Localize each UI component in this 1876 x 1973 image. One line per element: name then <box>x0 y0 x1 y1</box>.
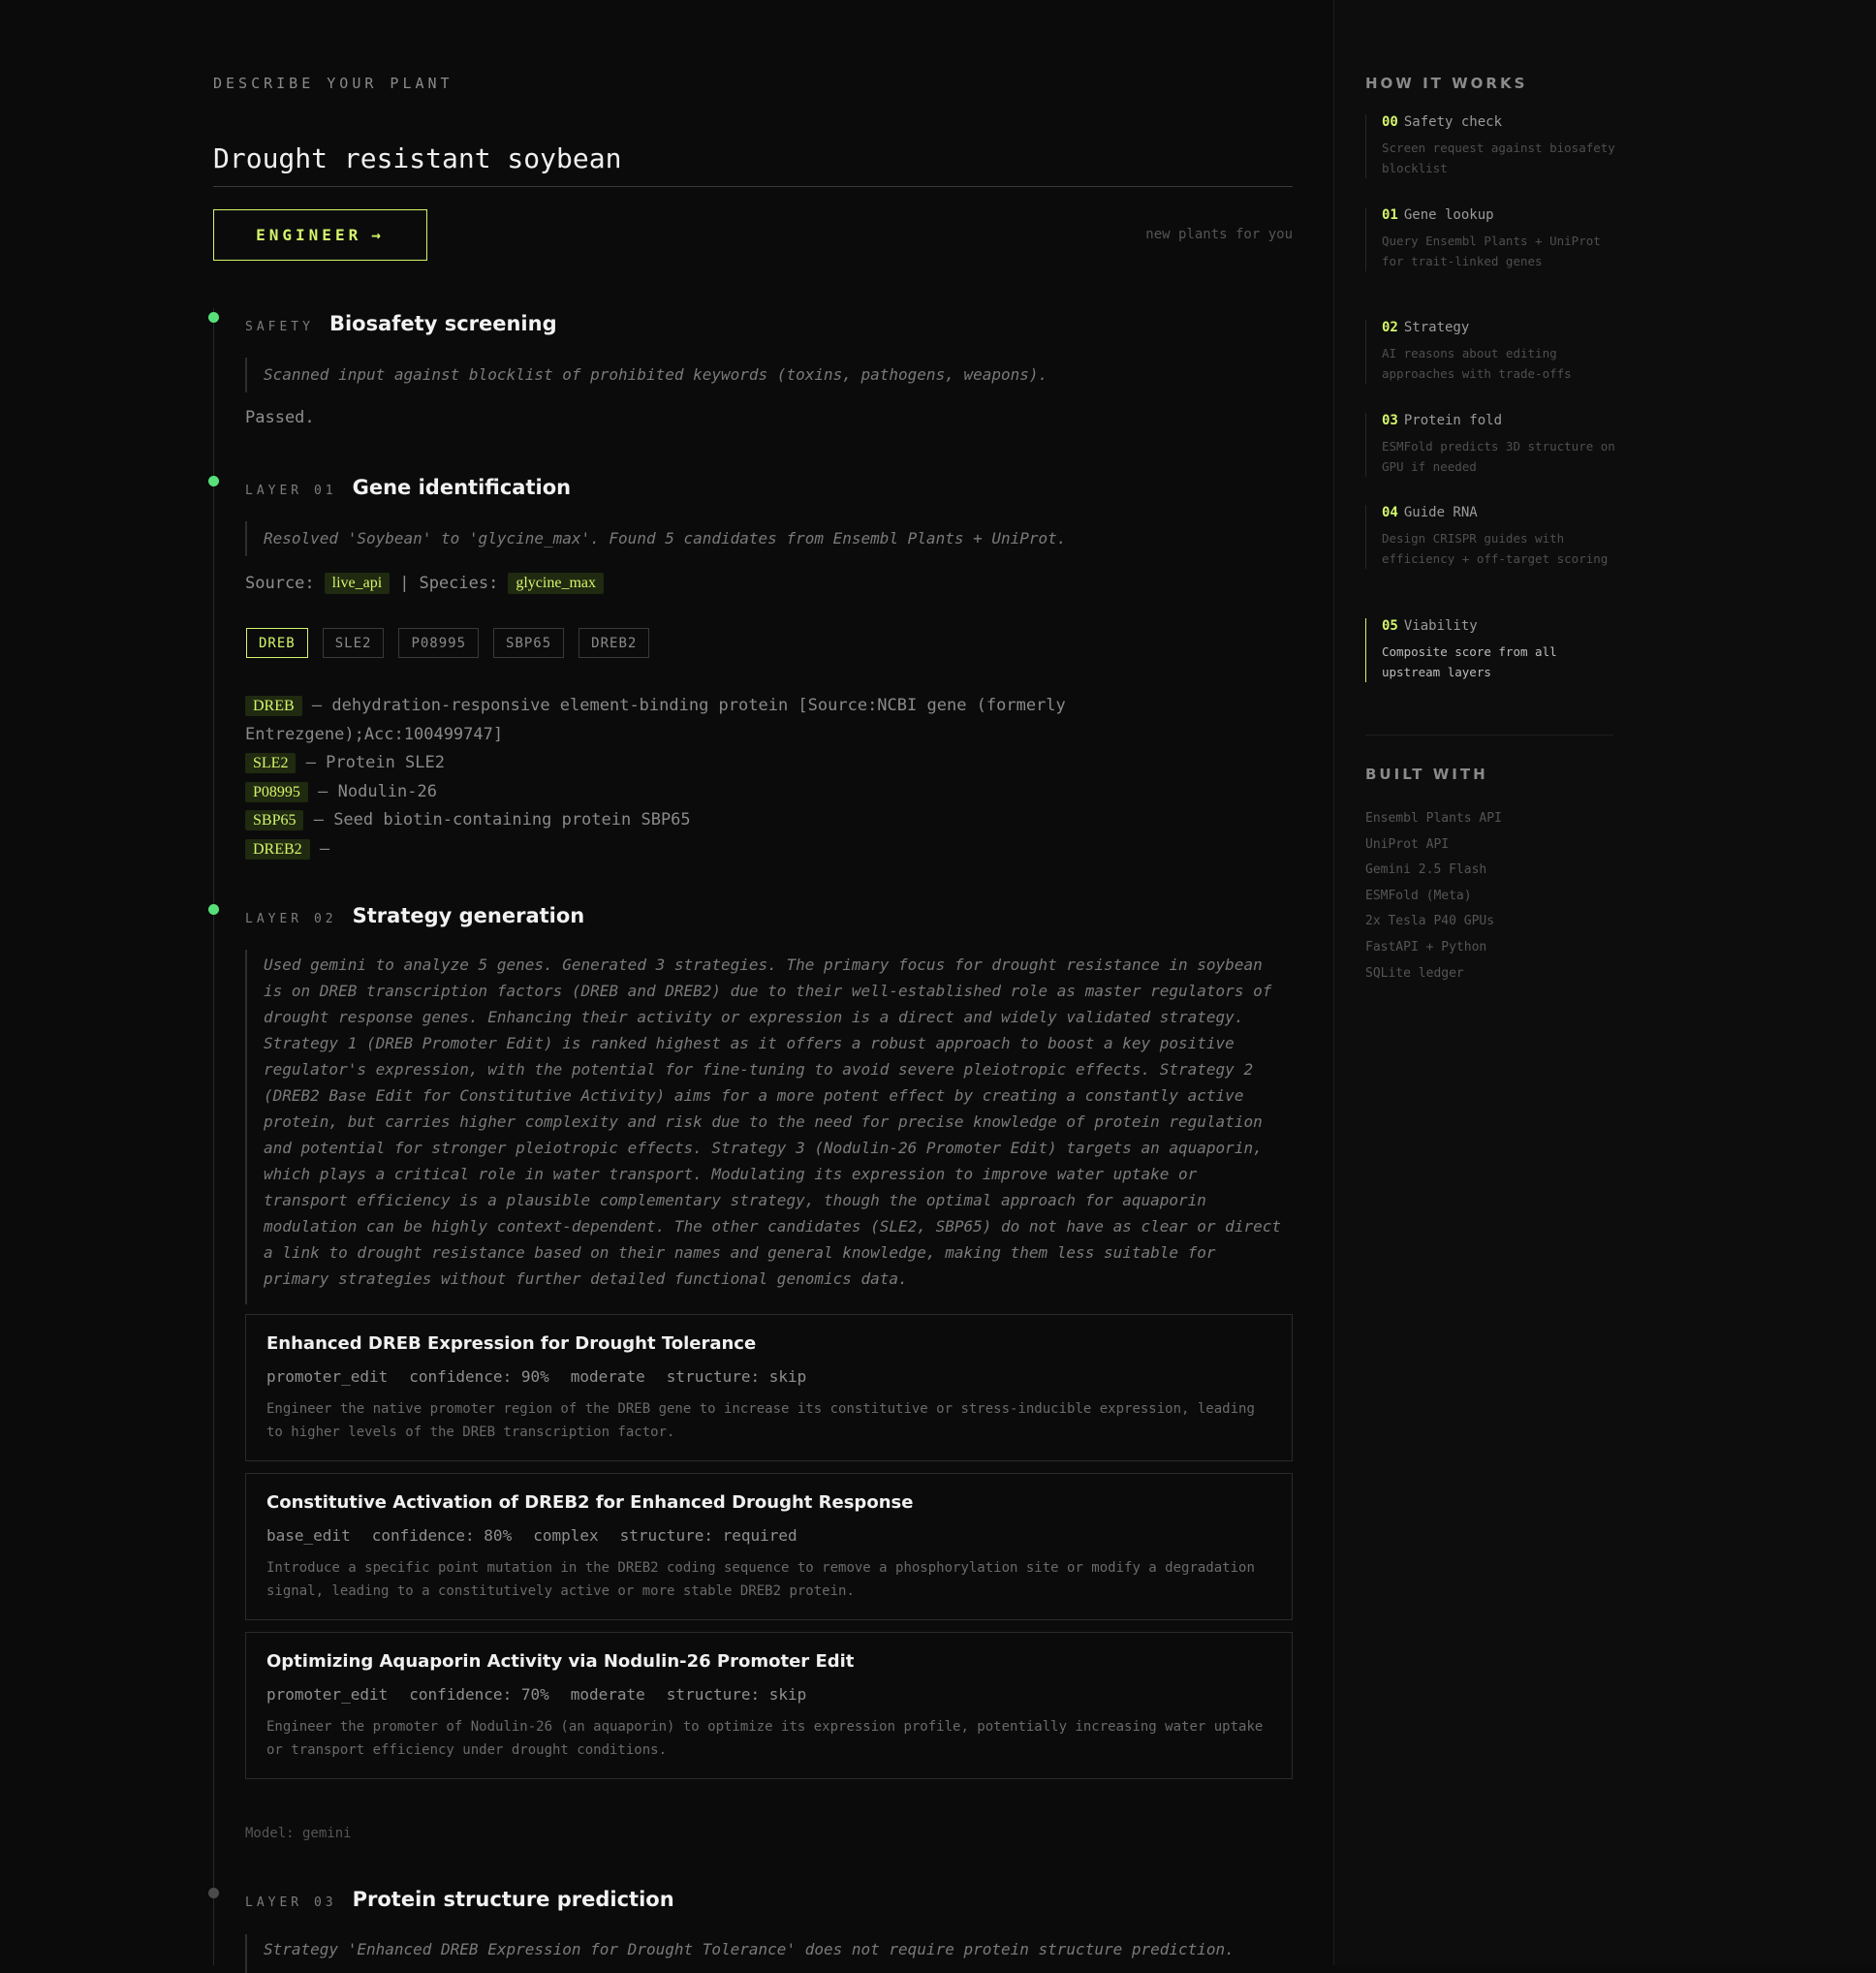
gene-list <box>245 692 1098 863</box>
strategy-meta <box>266 1367 1271 1386</box>
layer-03-title: Protein structure prediction <box>352 1888 674 1911</box>
gene-id: SBP65 <box>245 810 303 830</box>
source-value: live_api <box>325 573 391 594</box>
gene-chip-dreb2[interactable]: DREB2 <box>578 628 649 658</box>
gene-chip-sbp65[interactable]: SBP65 <box>493 628 564 658</box>
list-item <box>245 778 1098 807</box>
step-desc: Composite score from all upstream layers <box>1382 644 1557 679</box>
step-number: 02 <box>1382 320 1398 335</box>
status-dot-layer-03 <box>208 1888 219 1898</box>
gene-desc: — Seed biotin-containing protein SBP65 <box>313 810 691 830</box>
step-number: 01 <box>1382 207 1398 223</box>
step-desc: Design CRISPR guides with efficiency + off-target scoring <box>1382 531 1609 566</box>
strategy-title: Optimizing Aquaporin Activity via Nodulin-26 Promoter Edit <box>266 1651 855 1672</box>
gene-chip-p08995[interactable]: P08995 <box>398 628 479 658</box>
strategy-confidence: confidence: 90% <box>409 1367 549 1386</box>
gene-chip-dreb[interactable]: DREB <box>246 628 308 658</box>
list-item: Ensembl Plants API <box>1365 811 1502 826</box>
strategy-confidence: confidence: 70% <box>409 1685 549 1704</box>
strategy-complexity: complex <box>533 1526 599 1545</box>
step-title: Viability <box>1403 618 1478 634</box>
strategy-method: promoter_edit <box>266 1685 389 1704</box>
step-desc: Query Ensembl Plants + UniProt for trait-linked genes <box>1382 234 1601 268</box>
strategy-desc: Introduce a specific point mutation in the DREB2 coding sequence to remove a phosphorylation site or modify a degradation signal, leading to a constitutively active or more stable DREB2 protein. <box>266 1560 1255 1599</box>
tagline: new plants for you <box>1145 227 1293 242</box>
engineer-button[interactable] <box>213 209 427 261</box>
step-desc: Screen request against biosafety blocklist <box>1382 141 1615 175</box>
list-item <box>245 806 1098 835</box>
source-separator: | <box>399 574 410 593</box>
layer-02-note: Used gemini to analyze 5 genes. Generated 3 strategies. The primary focus for drought resistance in soybean is on DREB transcription factors (DREB and DREB2) due to their well-established role as master regulators of drought response genes. Enhancing their activity or expression is a direct and widely validated strategy. Strategy 1 (DREB Promoter Edit) is ranked highest as it offers a robust approach to boost a key positive regulator's expression, with the potential for fine-tuning to avoid severe pleiotropic effects. Strategy 2 (DREB2 Base Edit for Constitutive Activity) aims for a more potent effect by creating a constantly active protein, but carries higher complexity and risk due to the need for precise knowledge of protein regulation and potential for stronger pleiotropic effects. Strategy 3 (Nodulin-26 Promoter Edit) targets an aquaporin, which plays a critical role in water transport. Modulating its expression to improve water uptake or transport efficiency is a plausible complementary strategy, though the optimal approach for aquaporin modulation can be highly context-dependent. The other candidates (SLE2, SBP65) do not have as clear or direct a link to drought resistance based on their names and general knowledge, making them less suitable for primary strategies without further detailed functional genomics data. <box>245 950 1293 1304</box>
status-dot-safety <box>208 312 219 323</box>
layer-01-header <box>245 476 571 499</box>
step-title: Gene lookup <box>1403 207 1494 223</box>
sidebar-divider <box>1365 735 1613 736</box>
layer-02-tag: LAYER 02 <box>245 912 337 926</box>
step-safety-check <box>1365 114 1617 178</box>
layer-01-tag: LAYER 01 <box>245 484 337 498</box>
layer-01-note: Resolved 'Soybean' to 'glycine_max'. Found 5 candidates from Ensembl Plants + UniProt. <box>245 521 1293 556</box>
describe-label: DESCRIBE YOUR PLANT <box>213 75 453 92</box>
step-number: 05 <box>1382 618 1398 634</box>
strategy-structure: structure: skip <box>666 1367 807 1386</box>
strategy-structure: structure: required <box>619 1526 797 1545</box>
step-title: Protein fold <box>1403 413 1503 428</box>
sidebar <box>1334 0 1876 1965</box>
list-item <box>245 692 1098 749</box>
gene-id: SLE2 <box>245 753 296 773</box>
layer-02-title: Strategy generation <box>352 904 585 927</box>
list-item <box>245 749 1098 778</box>
how-it-works-heading: HOW IT WORKS <box>1365 75 1528 92</box>
strategy-card[interactable] <box>245 1314 1293 1461</box>
list-item: FastAPI + Python <box>1365 939 1487 955</box>
step-desc: AI reasons about editing approaches with trade-offs <box>1382 346 1572 381</box>
gene-chip-list <box>246 628 649 658</box>
safety-tag: SAFETY <box>245 320 314 334</box>
step-number: 04 <box>1382 505 1398 520</box>
built-with-heading: BUILT WITH <box>1365 766 1488 783</box>
safety-note: Scanned input against blocklist of prohibited keywords (toxins, pathogens, weapons). <box>245 358 1293 392</box>
strategy-desc: Engineer the promoter of Nodulin-26 (an aquaporin) to optimize its expression profile, potentially increasing water uptake or transport efficiency under drought conditions. <box>266 1719 1264 1758</box>
list-item: UniProt API <box>1365 836 1450 852</box>
step-protein-fold <box>1365 413 1617 477</box>
list-item <box>245 835 1098 864</box>
strategy-card[interactable] <box>245 1473 1293 1620</box>
layer-01-title: Gene identification <box>352 476 572 499</box>
safety-header <box>245 312 557 335</box>
strategy-method: promoter_edit <box>266 1367 389 1386</box>
species-label: Species: <box>419 574 499 593</box>
strategy-meta <box>266 1526 1271 1545</box>
step-guide-rna <box>1365 505 1617 569</box>
layer-03-tag: LAYER 03 <box>245 1895 337 1910</box>
step-number: 03 <box>1382 413 1398 428</box>
strategy-title: Constitutive Activation of DREB2 for Enhanced Drought Response <box>266 1492 914 1513</box>
list-item: SQLite ledger <box>1365 965 1464 981</box>
step-gene-lookup <box>1365 207 1617 271</box>
gene-id: P08995 <box>245 782 308 802</box>
species-value: glycine_max <box>508 573 604 594</box>
step-title: Strategy <box>1403 320 1470 335</box>
step-title: Guide RNA <box>1403 505 1478 520</box>
layer-03-note: Strategy 'Enhanced DREB Expression for Drought Tolerance' does not require protein structure prediction. <box>245 1934 1293 1973</box>
strategy-desc: Engineer the native promoter region of the DREB gene to increase its constitutive or stress-inducible expression, leading to higher levels of the DREB transcription factor. <box>266 1401 1255 1440</box>
status-dot-layer-01 <box>208 476 219 486</box>
gene-chip-sle2[interactable]: SLE2 <box>323 628 385 658</box>
gene-desc: — <box>319 838 330 859</box>
status-dot-layer-02 <box>208 904 219 915</box>
list-item: Gemini 2.5 Flash <box>1365 862 1487 878</box>
list-item: ESMFold (Meta) <box>1365 888 1472 903</box>
timeline-line <box>213 308 214 1965</box>
strategy-method: base_edit <box>266 1526 351 1545</box>
strategy-complexity: moderate <box>570 1685 645 1704</box>
source-line <box>245 573 604 594</box>
gene-id: DREB <box>245 696 302 716</box>
step-desc: ESMFold predicts 3D structure on GPU if needed <box>1382 439 1615 474</box>
strategy-title: Enhanced DREB Expression for Drought Tolerance <box>266 1333 757 1354</box>
step-title: Safety check <box>1403 114 1503 130</box>
arrow-right-icon: → <box>371 226 385 244</box>
step-viability <box>1365 618 1617 682</box>
gene-desc: — Protein SLE2 <box>305 753 445 772</box>
gene-id: DREB2 <box>245 839 310 860</box>
engineer-button-label: ENGINEER <box>256 226 362 244</box>
step-number: 00 <box>1382 114 1398 130</box>
plant-description-input[interactable] <box>213 130 1293 187</box>
source-label: Source: <box>245 574 315 593</box>
list-item: 2x Tesla P40 GPUs <box>1365 914 1495 929</box>
strategy-card[interactable] <box>245 1632 1293 1779</box>
step-strategy <box>1365 320 1617 384</box>
gene-desc: — Nodulin-26 <box>318 781 437 801</box>
strategy-meta <box>266 1685 1271 1704</box>
safety-title: Biosafety screening <box>328 312 557 335</box>
safety-result: Passed. <box>245 408 315 427</box>
built-with-list <box>1365 806 1502 986</box>
gene-desc: — dehydration-responsive element-binding protein [Source:NCBI gene (formerly Entrezgene);Acc:100499747] <box>245 696 1066 744</box>
layer-03-header <box>245 1888 674 1911</box>
layer-02-header <box>245 904 584 927</box>
strategy-structure: structure: skip <box>666 1685 807 1704</box>
strategy-confidence: confidence: 80% <box>371 1526 513 1545</box>
strategy-complexity: moderate <box>570 1367 645 1386</box>
model-note: Model: gemini <box>245 1826 352 1841</box>
